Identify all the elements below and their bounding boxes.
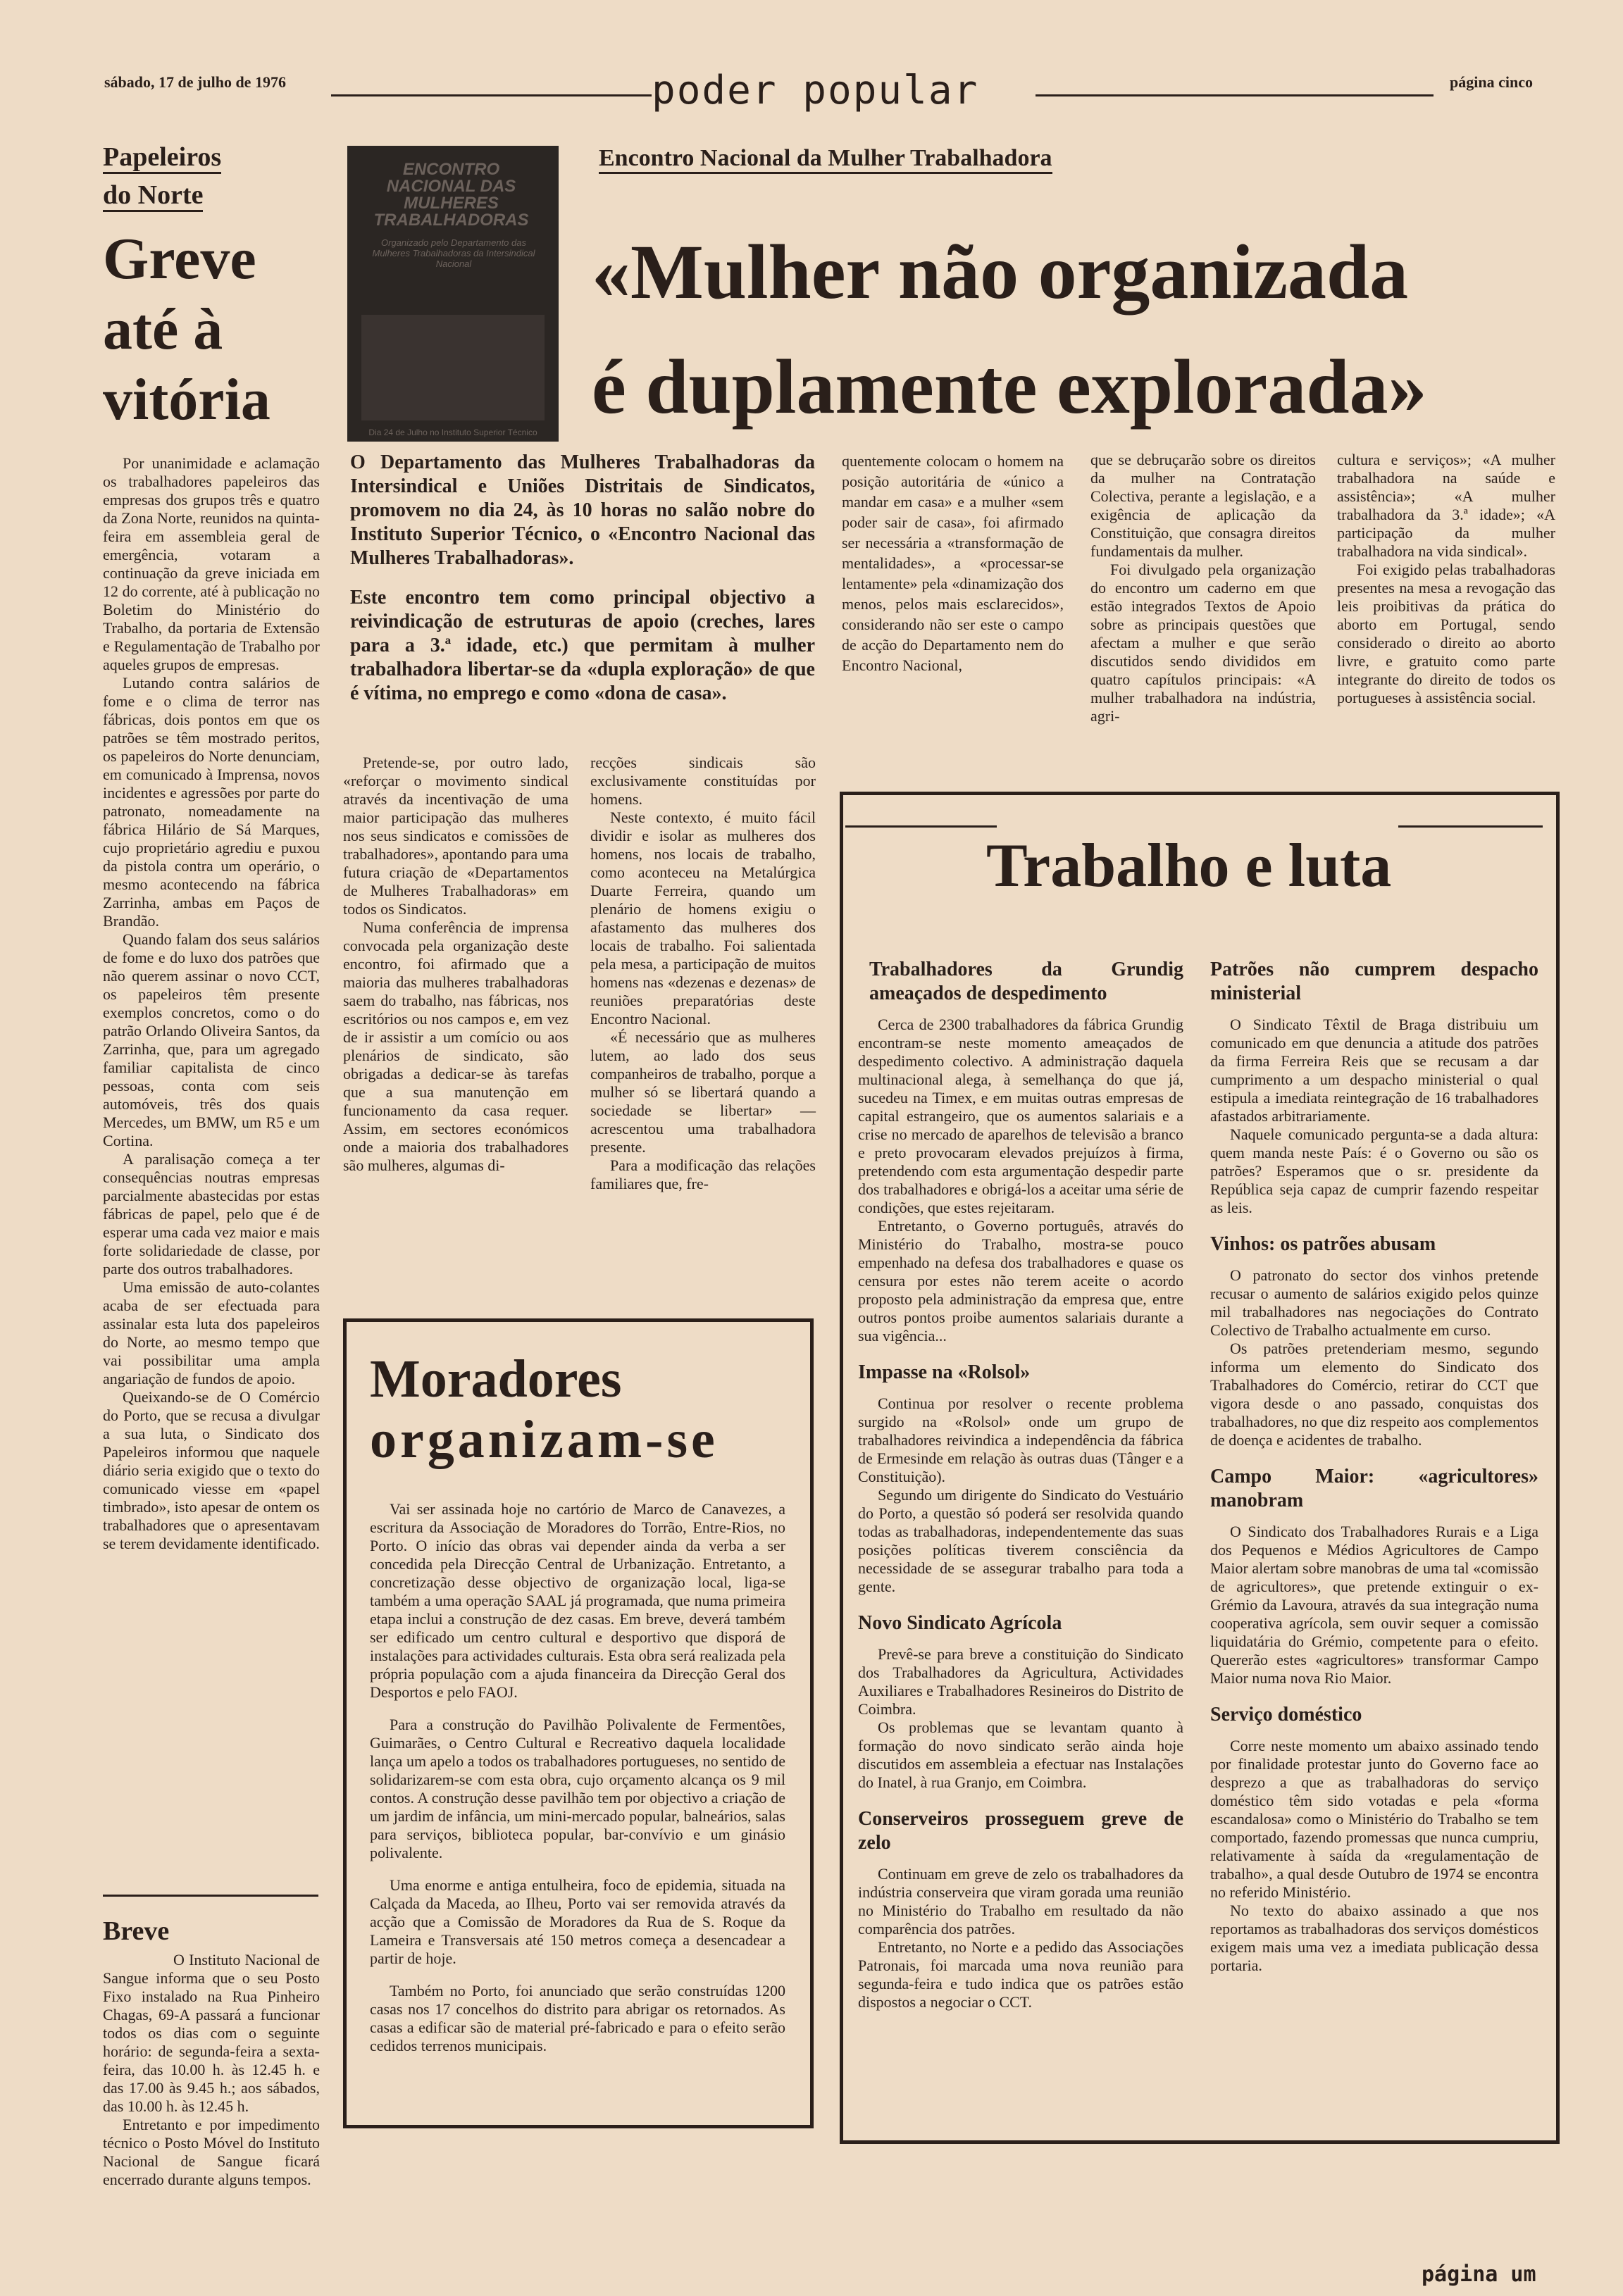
paragraph: Numa conferência de imprensa convocada pela organização deste encontro, foi afirmado que a maioria das mulheres trabalhadoras saem do trabalho, nas fábricas, nos escritórios ou nos campos e, em vez de ir assistir a um comício ou aos plenários de sindicato, são obrigadas a dedicar-se às tarefas que a sua manutenção em funcionamento da casa requer. Assim, em sectores económicos onde a maioria dos trabalhadores são mulheres, algumas di-	[343, 918, 568, 1174]
paragraph: O Sindicato dos Trabalhadores Rurais e a Liga dos Pequenos e Médios Agricultores de Campo Maior alertam sobre manobras de uma tal «comissão de agricultores», que pretende extinguir o ex-Grémio da Lavoura, através da sua integração numa cooperativa agrícola, sem ouvir sequer a comissão liquidatária do Grémio, competente para o efeito. Quererão estes «agricultores» transformar Campo Maior numa nova Rio Maior.	[1210, 1523, 1538, 1687]
main-col-1	[343, 754, 568, 1175]
trabalho-title: Trabalho e luta	[986, 832, 1392, 900]
header-rule-right	[1036, 94, 1434, 96]
main-col-4	[1090, 451, 1316, 725]
paragraph: Uma enorme e antiga entulheira, foco de epidemia, situada na Calçada da Maceda, ao Ilheu, Porto vai ser removida através da acção que a Comissão de Moradores da Rua de S. Roque da Lameira e Transversais até 150 metros começa a desencadear a partir de hoje.	[370, 1876, 785, 1967]
main-col-3	[842, 451, 1064, 675]
paragraph: Corre neste momento um abaixo assinado tendo por finalidade protestar junto do Governo face ao desprezo a que as trabalhadoras do serviço doméstico têm sido votadas e pela «forma escandalosa» como o Ministério do Trabalho se tem comportado, fazendo promessas que nunca cumpriu, relativamente à saída da «regulamentação de trabalho», a qual desde Outubro de 1974 se encontra no referido Ministério.	[1210, 1737, 1538, 1901]
poster-footer: Dia 24 de Julho no Instituto Superior Técnico	[368, 428, 537, 437]
section-heading: Trabalhadores da Grundig ameaçados de despedimento	[869, 959, 1183, 1004]
divider	[103, 1895, 318, 1897]
poster-illustration	[361, 315, 545, 420]
section-heading: Patrões não cumprem despacho ministerial	[1210, 959, 1538, 1004]
main-col-5	[1337, 451, 1555, 707]
paragraph: Foi divulgado pela organização do encontro um caderno em que estão integrados Textos de Apoio sobre as principais questões que afectam a mulher e que serão discutidos sendo divididos em quatro capítulos principais: «A mulher trabalhadora na indústria, agri-	[1090, 561, 1316, 725]
section-heading: Impasse na «Rolsol»	[858, 1361, 1031, 1383]
paragraph: Uma emissão de auto-colantes acaba de ser efectuada para assinalar esta luta dos papeleiros do Norte, ao mesmo tempo que vai possibilitar uma ampla angariação de fundos de apoio.	[103, 1278, 320, 1387]
moradores-body	[370, 1500, 785, 2055]
paragraph: A paralisação começa a ter consequências noutras empresas parcialmente abastecidas por estas fábricas de papel, pelo que é de esperar uma cada vez maior e mais forte solidariedade de classe, por parte dos outros trabalhadores.	[103, 1150, 320, 1278]
paragraph: O patronato do sector dos vinhos pretende recusar o aumento de salários exigido pelos quinze mil trabalhadores nas negociações do Contrato Colectivo de Trabalho actualmente em curso.	[1210, 1266, 1538, 1339]
paragraph: «É necessário que as mulheres lutem, ao lado dos seus companheiros de trabalho, porque a mulher só se libertará quando a sociedade se libertar» — acrescentou uma trabalhadora presente.	[590, 1028, 816, 1156]
paragraph: Lutando contra salários de fome e o clima de terror nas fábricas, dois pontos em que os patrões se têm mostrado peritos, os papeleiros do Norte denunciam, em comunicado à Imprensa, novos incidentes e agressões por parte do patronato, nomeadamente na fábrica Hilário de Sá Marques, cujo proprietário agrediu e puxou da pistola contra um operário, o mesmo acontecendo na fábrica Zarrinha, ambas em Paços de Brandão.	[103, 674, 320, 930]
article-headline	[103, 224, 314, 435]
main-kicker: Encontro Nacional da Mulher Trabalhadora	[599, 145, 1052, 174]
paragraph: Continuam em greve de zelo os trabalhadores da indústria conserveira que viram gorada uma reunião no Ministério do Trabalho em resultado da não comparência dos patrões.	[858, 1865, 1183, 1938]
paragraph: Quando falam dos seus salários de fome e do luxo dos patrões que não querem assinar o novo CCT, os papeleiros têm presente exemplos concretos, como o do patrão Orlando Oliveira Santos, da Zarrinha, que, para um agregado familiar capitalista de cinco pessoas, conta com seis automóveis, três dos quais Mercedes, um BMW, um R5 e um Cortina.	[103, 930, 320, 1149]
kicker-line-1: Papeleiros	[103, 142, 221, 174]
breve-title: Breve	[103, 1916, 170, 1946]
event-poster-image	[347, 146, 559, 442]
main-lead	[350, 451, 815, 706]
paragraph: O Sindicato Têxtil de Braga distribuiu um comunicado em que denuncia a atitude dos patrões da firma Ferreira Reis que se recusam a dar cumprimento a um despacho ministerial o qual estipula a imediata reintegração de 16 trabalhadores afastados arbitrariamente.	[1210, 1016, 1538, 1125]
headline-line-1: Greve	[103, 226, 256, 292]
paragraph: O Instituto Nacional de Sangue informa que o seu Posto Fixo instalado na Rua Pinheiro Chagas, 69-A passará a funcionar todos os dias com o seguinte horário: de segunda-feira a sexta-feira, das 10.00 h. às 12.45 h. e das 17.00 às 9.45 h.; aos sábados, das 10.00 h. às 12.45 h.	[103, 1951, 320, 2115]
headline-line-3: vitória	[103, 367, 270, 432]
paragraph: No texto do abaixo assinado a que nos reportamos as trabalhadoras dos serviços domésticos exigem mais uma vez a imediata publicação dessa portaria.	[1210, 1902, 1538, 1974]
paragraph: Queixando-se de O Comércio do Porto, que se recusa a divulgar a sua luta, o Sindicato dos Papeleiros informou que naquele diário seria exigido que o texto do comunicado viesse em «papel timbrado», isto apesar de ontem os trabalhadores que o apresentavam se terem devidamente identificado.	[103, 1388, 320, 1552]
headline-line-2: organizam-se	[370, 1410, 719, 1469]
paragraph: Pretende-se, por outro lado, «reforçar o movimento sindical através da incentivação de uma maior participação das mulheres nos seus sindicatos e comissões de trabalhadores», apontando para uma futura criação de «Departamentos de Mulheres Trabalhadoras» em todos os Sindicatos.	[343, 754, 568, 918]
lead-paragraph-2: Este encontro tem como principal objectivo a reivindicação de estruturas de apoio (creches, lares para a 3.ª idade, etc.) que permitam à mulher trabalhadora libertar-se da «dupla exploração» de que é vítima, no emprego e como «dona de casa».	[350, 587, 815, 704]
paragraph: que se debruçarão sobre os direitos da mulher na Contratação Colectiva, perante a legislação, e a exigência de aplicação da Constituição, que consagra direitos fundamentais da mulher.	[1090, 451, 1316, 560]
paragraph: recções sindicais são exclusivamente constituídas por homens.	[590, 754, 816, 808]
paragraph: Para a modificação das relações familiares que, fre-	[590, 1156, 816, 1192]
poster-title: ENCONTRO NACIONAL DAS MULHERES TRABALHADORAS	[373, 160, 529, 230]
paragraph: Entretanto e por impedimento técnico o Posto Móvel do Instituto Nacional de Sangue ficará encerrado durante alguns tempos.	[103, 2116, 320, 2188]
masthead: poder popular	[652, 68, 979, 113]
header-rule-left	[331, 94, 652, 96]
moradores-headline	[370, 1349, 719, 1470]
paragraph: Entretanto, o Governo português, através do Ministério do Trabalho, mostra-se pouco empenhado na defesa dos trabalhadores e quase os censura por estes não terem aceite o acordo proposto pela administração da empresa que, entre outros pontos proibe aumentos salariais durante a sua vigência...	[858, 1217, 1183, 1344]
headline-line-2: até à	[103, 297, 223, 362]
title-rule-right	[1398, 825, 1543, 828]
section-heading: Serviço doméstico	[1210, 1704, 1362, 1726]
headline-line-1: Moradores	[370, 1349, 622, 1409]
paragraph: Também no Porto, foi anunciado que serão construídas 1200 casas nos 17 concelhos do distrito para abrigar os retornados. As casas a edificar são de material pré-fabricado e para o efeito serão cedidos terrenos municipais.	[370, 1982, 785, 2054]
paragraph: Neste contexto, é muito fácil dividir e isolar as mulheres dos homens, nos locais de trabalho, como aconteceu na Metalúrgica Duarte Ferreira, quando um plenário de homens exigiu o afastamento das mulheres dos locais de trabalho. Foi salientada pela mesa, a participação de muitos homens nas «dezenas e dezenas» de reuniões preparatórias deste Encontro Nacional.	[590, 809, 816, 1028]
issue-date: sábado, 17 de julho de 1976	[104, 73, 286, 91]
footer-page-label: página um	[1422, 2262, 1536, 2287]
paragraph: Prevê-se para breve a constituição do Sindicato dos Trabalhadores da Agricultura, Actividades Auxiliares e Trabalhadores Resineiros do Distrito de Coimbra.	[858, 1645, 1183, 1718]
lead-paragraph-1: O Departamento das Mulheres Trabalhadoras da Intersindical e Uniões Distritais de Sindicatos, promovem no dia 24, às 10 horas no salão nobre do Instituto Superior Técnico, o «Encontro Nacional das Mulheres Trabalhadoras».	[350, 451, 815, 569]
section-heading: Novo Sindicato Agrícola	[858, 1612, 1062, 1634]
paragraph: Os problemas que se levantam quanto à formação do novo sindicato serão ainda hoje discutidos em assembleia a efectuar nas Instalações do Inatel, à rua Granjo, em Coimbra.	[858, 1718, 1183, 1791]
article-kicker	[103, 138, 314, 214]
page-number: página cinco	[1450, 73, 1533, 91]
trabalho-col-left	[858, 958, 1183, 2011]
main-col-2	[590, 754, 816, 1193]
paragraph: Continua por resolver o recente problema surgido na «Rolsol» onde um grupo de trabalhadores reivindica a independência da fábrica de Ermesinde em relação às outras duas (Tânger e a Constituição).	[858, 1395, 1183, 1485]
paragraph: cultura e serviços»; «A mulher trabalhadora na saúde e assistência»; «A mulher trabalhadora da 3.ª idade»; «A participação da mulher trabalhadora na vida sindical».	[1337, 451, 1555, 560]
kicker-line-2: do Norte	[103, 180, 203, 212]
paragraph: Naquele comunicado pergunta-se a dada altura: quem manda neste País: é o Governo ou são os patrões? Esperamos que o sr. presidente da República seja capaz de cumprir fazendo respeitar as leis.	[1210, 1125, 1538, 1216]
left-article-body	[103, 454, 320, 1553]
paragraph: Vai ser assinada hoje no cartório de Marco de Canavezes, a escritura da Associação de Moradores do Torrão, Entre-Rios, no Porto. O início das obras vai depender ainda da verba a ser concedida pela Direcção Central de Urbanização. Entretanto, a concretização desse objectivo de organização local, liga-se também a uma operação SAAL já programada, que numa primeira etapa inclui a construção de dez casas. Em breve, deverá também ser edificado um centro cultural e desportivo que disporá de instalações para actividades culturais. Esta obra será realizada pela própria população com a ajuda financeira da Direcção Geral dos Desportos e pelo FAOJ.	[370, 1500, 785, 1701]
trabalho-col-right	[1210, 958, 1538, 1975]
paragraph: Para a construção do Pavilhão Polivalente de Fermentões, Guimarães, o Centro Cultural e Recreativo daquela localidade lança um apelo a todos os trabalhadores portugueses, no sentido de solidarizarem-se com esta obra, cujo orçamento alcança os 9 mil contos. A construção desse pavilhão tem por objectivo a criação de um jardim de infância, um mini-mercado popular, balneários, salas para serviços, biblioteca popular, bar-convívio e um ginásio polivalente.	[370, 1716, 785, 1861]
main-headline-1: «Mulher não organizada	[592, 229, 1409, 315]
paragraph: quentemente colocam o homem na posição autoritária de «único a mandar em casa» e a mulher «sem poder sair de casa», foi afirmado ser necessária a «transformação de mentalidades», a «processar-se lentamente» pela «dinamização dos menos, pelos mais esclarecidos», considerando não ser este o campo de acção do Departamento nem do Encontro Nacional,	[842, 452, 1064, 674]
paragraph: Segundo um dirigente do Sindicato do Vestuário do Porto, a questão só poderá ser resolvida quando todas as trabalhadoras, independentemente das suas posições políticas tiverem consciência da necessidade de se assegurar trabalho para toda a gente.	[858, 1486, 1183, 1595]
paragraph: Foi exigido pelas trabalhadoras presentes na mesa a revogação das leis proibitivas da prática do aborto em Portugal, sendo considerado o direito ao aborto livre, e gratuito como parte integrante do direito de todos os portugueses à assistência social.	[1337, 561, 1555, 706]
section-heading: Campo Maior: «agricultores» manobram	[1210, 1466, 1538, 1511]
breve-body	[103, 1951, 320, 2189]
poster-subtitle: Organizado pelo Departamento das Mulheres Trabalhadoras da Intersindical Nacional	[372, 237, 535, 269]
paragraph: Os patrões pretenderiam mesmo, segundo informa um elemento do Sindicato dos Trabalhadores do Comércio, retirar do CCT que vigora desde o ano passado, conquistas dos trabalhadores, no que diz respeito aos complementos de doença e acidentes de trabalho.	[1210, 1340, 1538, 1449]
title-rule-left	[845, 825, 997, 828]
section-heading: Conserveiros prosseguem greve de zelo	[858, 1808, 1183, 1854]
left-article	[103, 138, 314, 435]
paragraph: Por unanimidade e aclamação os trabalhadores papeleiros das empresas dos grupos três e quatro da Zona Norte, reunidos na quinta-feira em assembleia geral de emergência, votaram a continuação da greve iniciada em 12 do corrente, até à publicação no Boletim do Ministério do Trabalho, da portaria de Extensão e Regulamentação de Trabalho por aqueles grupos de empresas.	[103, 454, 320, 673]
paragraph: Cerca de 2300 trabalhadores da fábrica Grundig encontram-se neste momento ameaçados de despedimento colectivo. A administração daquela multinacional alega, à semelhança do que já, sucedeu na Timex, e em muitas outras empresas de capital estrangeiro, que os aumentos salariais e a crise no mercado de aparelhos de televisão a branco e preto provocaram elevados prejuízos à firma, pretendendo com esta argumentação despedir parte dos trabalhadores e obrigá-los a aceitar uma série de condições, que estes rejeitaram.	[858, 1016, 1183, 1216]
section-heading: Vinhos: os patrões abusam	[1210, 1233, 1436, 1255]
main-headline-2: é duplamente explorada»	[592, 344, 1427, 430]
paragraph: Entretanto, no Norte e a pedido das Associações Patronais, foi marcada uma nova reunião para segunda-feira e tudo indica que os patrões estão dispostos a negociar o CCT.	[858, 1938, 1183, 2011]
